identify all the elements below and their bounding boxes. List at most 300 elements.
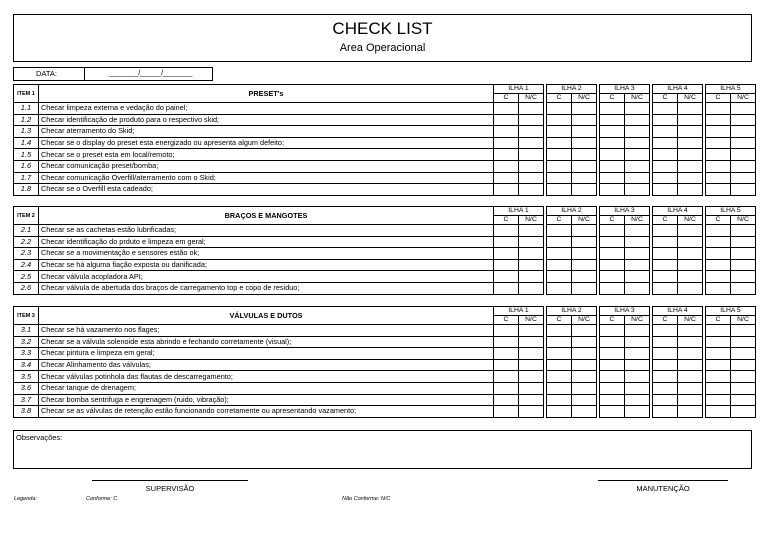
checkbox-conforme-ilha-3[interactable]: [600, 184, 625, 196]
row-description: Checar se há alguma fiação exposta ou danificada;: [39, 259, 494, 271]
observations-label: Observações:: [16, 433, 63, 442]
checkbox-nao-conforme-ilha-1[interactable]: [519, 103, 544, 115]
checkbox-conforme-ilha-5[interactable]: [706, 184, 731, 196]
date-input[interactable]: _______/_____/_______: [109, 68, 193, 77]
row-number: 1.4: [14, 137, 39, 149]
checkbox-conforme-ilha-4[interactable]: [653, 248, 678, 260]
checkbox-nao-conforme-ilha-3[interactable]: [625, 236, 650, 248]
checkbox-nao-conforme-ilha-1[interactable]: [519, 259, 544, 271]
checkbox-nao-conforme-ilha-1[interactable]: [519, 359, 544, 371]
checkbox-nao-conforme-ilha-5[interactable]: [731, 184, 756, 196]
checkbox-nao-conforme-ilha-3[interactable]: [625, 137, 650, 149]
checkbox-nao-conforme-ilha-3[interactable]: [625, 126, 650, 138]
checkbox-conforme-ilha-2[interactable]: [547, 325, 572, 337]
checkbox-conforme-ilha-1[interactable]: [494, 103, 519, 115]
checkbox-conforme-ilha-2[interactable]: [547, 248, 572, 260]
section-title: BRAÇOS E MANGOTES: [39, 207, 494, 225]
row-number: 3.8: [14, 406, 39, 418]
row-description: Checar se a movimentação e sensores estão ok;: [39, 248, 494, 260]
checkbox-nao-conforme-ilha-1[interactable]: [519, 137, 544, 149]
checkbox-conforme-ilha-2[interactable]: [547, 394, 572, 406]
checkbox-nao-conforme-ilha-3[interactable]: [625, 271, 650, 283]
checkbox-nao-conforme-ilha-4[interactable]: [678, 282, 703, 294]
checkbox-conforme-ilha-3[interactable]: [600, 348, 625, 360]
checkbox-conforme-ilha-2[interactable]: [547, 371, 572, 383]
checkbox-conforme-ilha-2[interactable]: [547, 103, 572, 115]
row-description: Checar bomba sentrifuga e engrenagem (ruido, vibração);: [39, 394, 494, 406]
checkbox-nao-conforme-ilha-4[interactable]: [678, 114, 703, 126]
checkbox-conforme-ilha-2[interactable]: [547, 137, 572, 149]
checkbox-nao-conforme-ilha-4[interactable]: [678, 184, 703, 196]
checkbox-conforme-ilha-3[interactable]: [600, 271, 625, 283]
checkbox-conforme-ilha-5[interactable]: [706, 149, 731, 161]
nao-conforme-header: N/C: [731, 94, 756, 103]
row-number: 3.1: [14, 325, 39, 337]
checkbox-nao-conforme-ilha-5[interactable]: [731, 248, 756, 260]
checkbox-conforme-ilha-1[interactable]: [494, 126, 519, 138]
row-description: Checar se a válvula solenoide esta abrindo e fechando corretamente (visual);: [39, 336, 494, 348]
row-number: 3.6: [14, 382, 39, 394]
checkbox-nao-conforme-ilha-2[interactable]: [572, 325, 597, 337]
checkbox-conforme-ilha-5[interactable]: [706, 325, 731, 337]
checkbox-conforme-ilha-4[interactable]: [653, 382, 678, 394]
checkbox-nao-conforme-ilha-3[interactable]: [625, 325, 650, 337]
checkbox-conforme-ilha-2[interactable]: [547, 225, 572, 237]
checkbox-conforme-ilha-2[interactable]: [547, 160, 572, 172]
checklist-row: [14, 336, 756, 348]
checkbox-conforme-ilha-3[interactable]: [600, 126, 625, 138]
checklist-row: [14, 271, 756, 283]
checkbox-conforme-ilha-1[interactable]: [494, 406, 519, 418]
checkbox-nao-conforme-ilha-3[interactable]: [625, 149, 650, 161]
row-description: Checar se o preset esta em local/remoto;: [39, 149, 494, 161]
checkbox-nao-conforme-ilha-2[interactable]: [572, 336, 597, 348]
checkbox-conforme-ilha-2[interactable]: [547, 382, 572, 394]
checkbox-nao-conforme-ilha-2[interactable]: [572, 406, 597, 418]
checkbox-nao-conforme-ilha-5[interactable]: [731, 282, 756, 294]
checkbox-conforme-ilha-1[interactable]: [494, 149, 519, 161]
checkbox-nao-conforme-ilha-5[interactable]: [731, 114, 756, 126]
checkbox-nao-conforme-ilha-5[interactable]: [731, 172, 756, 184]
checkbox-conforme-ilha-3[interactable]: [600, 371, 625, 383]
checkbox-nao-conforme-ilha-4[interactable]: [678, 336, 703, 348]
checkbox-nao-conforme-ilha-5[interactable]: [731, 406, 756, 418]
checkbox-conforme-ilha-1[interactable]: [494, 248, 519, 260]
checklist-row: [14, 394, 756, 406]
checkbox-nao-conforme-ilha-4[interactable]: [678, 348, 703, 360]
title-box: [13, 14, 752, 62]
checkbox-nao-conforme-ilha-1[interactable]: [519, 271, 544, 283]
checkbox-conforme-ilha-4[interactable]: [653, 406, 678, 418]
checkbox-nao-conforme-ilha-4[interactable]: [678, 149, 703, 161]
checkbox-conforme-ilha-2[interactable]: [547, 271, 572, 283]
checkbox-nao-conforme-ilha-2[interactable]: [572, 248, 597, 260]
checklist-row: [14, 103, 756, 115]
section-header-row: [14, 307, 756, 316]
checkbox-conforme-ilha-2[interactable]: [547, 348, 572, 360]
row-number: 1.7: [14, 172, 39, 184]
checkbox-nao-conforme-ilha-3[interactable]: [625, 371, 650, 383]
checkbox-conforme-ilha-3[interactable]: [600, 406, 625, 418]
checkbox-nao-conforme-ilha-5[interactable]: [731, 103, 756, 115]
checkbox-nao-conforme-ilha-3[interactable]: [625, 172, 650, 184]
checkbox-conforme-ilha-4[interactable]: [653, 137, 678, 149]
checkbox-nao-conforme-ilha-5[interactable]: [731, 325, 756, 337]
checklist-row: [14, 248, 756, 260]
checkbox-conforme-ilha-4[interactable]: [653, 282, 678, 294]
checkbox-conforme-ilha-4[interactable]: [653, 359, 678, 371]
checkbox-nao-conforme-ilha-2[interactable]: [572, 114, 597, 126]
conforme-header: C: [547, 216, 572, 225]
checkbox-conforme-ilha-5[interactable]: [706, 114, 731, 126]
checkbox-conforme-ilha-5[interactable]: [706, 406, 731, 418]
nao-conforme-header: N/C: [625, 216, 650, 225]
checklist-row: [14, 371, 756, 383]
checkbox-conforme-ilha-5[interactable]: [706, 172, 731, 184]
checkbox-conforme-ilha-1[interactable]: [494, 371, 519, 383]
checkbox-conforme-ilha-3[interactable]: [600, 382, 625, 394]
checkbox-conforme-ilha-3[interactable]: [600, 160, 625, 172]
checkbox-conforme-ilha-5[interactable]: [706, 382, 731, 394]
checkbox-conforme-ilha-5[interactable]: [706, 259, 731, 271]
checkbox-nao-conforme-ilha-4[interactable]: [678, 172, 703, 184]
checkbox-conforme-ilha-2[interactable]: [547, 359, 572, 371]
checkbox-conforme-ilha-5[interactable]: [706, 348, 731, 360]
checkbox-conforme-ilha-4[interactable]: [653, 348, 678, 360]
ilha-header-2: ILHA 2: [547, 207, 597, 216]
checkbox-conforme-ilha-1[interactable]: [494, 259, 519, 271]
checkbox-nao-conforme-ilha-2[interactable]: [572, 172, 597, 184]
conforme-header: C: [653, 316, 678, 325]
checkbox-nao-conforme-ilha-2[interactable]: [572, 259, 597, 271]
checkbox-conforme-ilha-3[interactable]: [600, 259, 625, 271]
nao-conforme-header: N/C: [678, 216, 703, 225]
checkbox-nao-conforme-ilha-1[interactable]: [519, 126, 544, 138]
checkbox-nao-conforme-ilha-2[interactable]: [572, 184, 597, 196]
checkbox-nao-conforme-ilha-4[interactable]: [678, 371, 703, 383]
row-description: Checar válvulas potinhola das flautas de descarregamento;: [39, 371, 494, 383]
checkbox-conforme-ilha-5[interactable]: [706, 236, 731, 248]
checkbox-conforme-ilha-2[interactable]: [547, 236, 572, 248]
checkbox-nao-conforme-ilha-2[interactable]: [572, 359, 597, 371]
checkbox-conforme-ilha-1[interactable]: [494, 225, 519, 237]
checkbox-nao-conforme-ilha-2[interactable]: [572, 137, 597, 149]
checkbox-nao-conforme-ilha-5[interactable]: [731, 336, 756, 348]
checklist-row: [14, 359, 756, 371]
maintenance-signature-line[interactable]: [598, 480, 728, 481]
checkbox-conforme-ilha-5[interactable]: [706, 271, 731, 283]
checkbox-nao-conforme-ilha-4[interactable]: [678, 103, 703, 115]
row-description: Checar tanque de drenagem;: [39, 382, 494, 394]
checkbox-conforme-ilha-3[interactable]: [600, 137, 625, 149]
checkbox-conforme-ilha-4[interactable]: [653, 325, 678, 337]
ilha-header-4: ILHA 4: [653, 85, 703, 94]
row-description: Checar Alinhamento das válvulas;: [39, 359, 494, 371]
checkbox-nao-conforme-ilha-1[interactable]: [519, 371, 544, 383]
checkbox-nao-conforme-ilha-4[interactable]: [678, 259, 703, 271]
checkbox-nao-conforme-ilha-3[interactable]: [625, 336, 650, 348]
checkbox-nao-conforme-ilha-3[interactable]: [625, 394, 650, 406]
checkbox-nao-conforme-ilha-3[interactable]: [625, 160, 650, 172]
conforme-header: C: [494, 316, 519, 325]
legend-label: Legenda:: [14, 496, 37, 502]
checkbox-conforme-ilha-2[interactable]: [547, 114, 572, 126]
checkbox-nao-conforme-ilha-1[interactable]: [519, 184, 544, 196]
checkbox-nao-conforme-ilha-2[interactable]: [572, 236, 597, 248]
checkbox-nao-conforme-ilha-4[interactable]: [678, 236, 703, 248]
checkbox-nao-conforme-ilha-3[interactable]: [625, 259, 650, 271]
checkbox-nao-conforme-ilha-3[interactable]: [625, 103, 650, 115]
checkbox-conforme-ilha-2[interactable]: [547, 406, 572, 418]
checkbox-nao-conforme-ilha-5[interactable]: [731, 271, 756, 283]
checkbox-nao-conforme-ilha-2[interactable]: [572, 160, 597, 172]
supervision-signature-line[interactable]: [92, 480, 248, 481]
row-number: 3.2: [14, 336, 39, 348]
conforme-header: C: [494, 94, 519, 103]
checkbox-nao-conforme-ilha-3[interactable]: [625, 348, 650, 360]
checkbox-nao-conforme-ilha-3[interactable]: [625, 282, 650, 294]
conforme-header: C: [706, 94, 731, 103]
checkbox-conforme-ilha-2[interactable]: [547, 259, 572, 271]
checkbox-conforme-ilha-2[interactable]: [547, 282, 572, 294]
ilha-header-4: ILHA 4: [653, 307, 703, 316]
checkbox-nao-conforme-ilha-1[interactable]: [519, 394, 544, 406]
section-title: VÁLVULAS E DUTOS: [39, 307, 494, 325]
row-description: Checar comunicação preset/bomba;: [39, 160, 494, 172]
ilha-header-5: ILHA 5: [706, 85, 756, 94]
checkbox-nao-conforme-ilha-5[interactable]: [731, 236, 756, 248]
checkbox-nao-conforme-ilha-1[interactable]: [519, 382, 544, 394]
checkbox-nao-conforme-ilha-5[interactable]: [731, 225, 756, 237]
checkbox-conforme-ilha-4[interactable]: [653, 160, 678, 172]
checkbox-nao-conforme-ilha-2[interactable]: [572, 282, 597, 294]
conforme-header: C: [653, 216, 678, 225]
checkbox-conforme-ilha-1[interactable]: [494, 325, 519, 337]
checkbox-conforme-ilha-3[interactable]: [600, 172, 625, 184]
checkbox-conforme-ilha-3[interactable]: [600, 336, 625, 348]
checkbox-nao-conforme-ilha-2[interactable]: [572, 225, 597, 237]
nao-conforme-header: N/C: [572, 216, 597, 225]
checkbox-nao-conforme-ilha-2[interactable]: [572, 271, 597, 283]
checkbox-nao-conforme-ilha-1[interactable]: [519, 325, 544, 337]
checkbox-nao-conforme-ilha-4[interactable]: [678, 359, 703, 371]
checkbox-nao-conforme-ilha-1[interactable]: [519, 225, 544, 237]
checkbox-conforme-ilha-4[interactable]: [653, 371, 678, 383]
checkbox-nao-conforme-ilha-3[interactable]: [625, 114, 650, 126]
checkbox-conforme-ilha-3[interactable]: [600, 225, 625, 237]
checkbox-conforme-ilha-1[interactable]: [494, 271, 519, 283]
checkbox-nao-conforme-ilha-5[interactable]: [731, 359, 756, 371]
checkbox-conforme-ilha-5[interactable]: [706, 126, 731, 138]
checkbox-conforme-ilha-5[interactable]: [706, 359, 731, 371]
checkbox-conforme-ilha-4[interactable]: [653, 114, 678, 126]
checkbox-conforme-ilha-5[interactable]: [706, 336, 731, 348]
row-description: Checar se as cachetas estão lubrificadas;: [39, 225, 494, 237]
checkbox-conforme-ilha-4[interactable]: [653, 149, 678, 161]
checkbox-nao-conforme-ilha-5[interactable]: [731, 371, 756, 383]
checkbox-nao-conforme-ilha-2[interactable]: [572, 103, 597, 115]
checkbox-conforme-ilha-2[interactable]: [547, 172, 572, 184]
checkbox-conforme-ilha-1[interactable]: [494, 184, 519, 196]
checkbox-nao-conforme-ilha-3[interactable]: [625, 359, 650, 371]
row-description: Checar limpeza externa e vedação do painel;: [39, 103, 494, 115]
checkbox-nao-conforme-ilha-1[interactable]: [519, 348, 544, 360]
checkbox-nao-conforme-ilha-3[interactable]: [625, 225, 650, 237]
checkbox-conforme-ilha-2[interactable]: [547, 126, 572, 138]
checkbox-conforme-ilha-3[interactable]: [600, 394, 625, 406]
checkbox-nao-conforme-ilha-1[interactable]: [519, 160, 544, 172]
checkbox-conforme-ilha-4[interactable]: [653, 225, 678, 237]
checkbox-nao-conforme-ilha-4[interactable]: [678, 382, 703, 394]
row-number: 1.2: [14, 114, 39, 126]
checkbox-conforme-ilha-3[interactable]: [600, 359, 625, 371]
checkbox-nao-conforme-ilha-1[interactable]: [519, 248, 544, 260]
supervision-label: SUPERVISÃO: [145, 484, 195, 493]
checkbox-nao-conforme-ilha-1[interactable]: [519, 336, 544, 348]
checkbox-nao-conforme-ilha-1[interactable]: [519, 406, 544, 418]
row-number: 1.1: [14, 103, 39, 115]
checkbox-nao-conforme-ilha-3[interactable]: [625, 382, 650, 394]
row-description: Checar se o display do preset esta energizado ou apresenta algum defeito;: [39, 137, 494, 149]
row-number: 3.3: [14, 348, 39, 360]
checkbox-nao-conforme-ilha-2[interactable]: [572, 126, 597, 138]
checkbox-conforme-ilha-3[interactable]: [600, 248, 625, 260]
checkbox-conforme-ilha-1[interactable]: [494, 336, 519, 348]
checkbox-conforme-ilha-4[interactable]: [653, 172, 678, 184]
checkbox-nao-conforme-ilha-1[interactable]: [519, 149, 544, 161]
nao-conforme-header: N/C: [625, 94, 650, 103]
checkbox-nao-conforme-ilha-3[interactable]: [625, 406, 650, 418]
checkbox-nao-conforme-ilha-4[interactable]: [678, 248, 703, 260]
nao-conforme-header: N/C: [731, 316, 756, 325]
checkbox-conforme-ilha-1[interactable]: [494, 137, 519, 149]
checkbox-conforme-ilha-5[interactable]: [706, 371, 731, 383]
checkbox-conforme-ilha-2[interactable]: [547, 336, 572, 348]
checkbox-nao-conforme-ilha-1[interactable]: [519, 236, 544, 248]
checkbox-conforme-ilha-5[interactable]: [706, 160, 731, 172]
checkbox-conforme-ilha-5[interactable]: [706, 103, 731, 115]
checkbox-conforme-ilha-2[interactable]: [547, 184, 572, 196]
checkbox-conforme-ilha-4[interactable]: [653, 259, 678, 271]
checkbox-nao-conforme-ilha-4[interactable]: [678, 406, 703, 418]
checkbox-nao-conforme-ilha-5[interactable]: [731, 137, 756, 149]
checkbox-conforme-ilha-1[interactable]: [494, 160, 519, 172]
checkbox-conforme-ilha-1[interactable]: [494, 359, 519, 371]
checkbox-nao-conforme-ilha-5[interactable]: [731, 259, 756, 271]
checkbox-nao-conforme-ilha-4[interactable]: [678, 271, 703, 283]
checkbox-nao-conforme-ilha-4[interactable]: [678, 126, 703, 138]
row-number: 3.4: [14, 359, 39, 371]
checkbox-nao-conforme-ilha-1[interactable]: [519, 114, 544, 126]
conforme-header: C: [494, 216, 519, 225]
checkbox-nao-conforme-ilha-4[interactable]: [678, 225, 703, 237]
checkbox-nao-conforme-ilha-3[interactable]: [625, 248, 650, 260]
checkbox-nao-conforme-ilha-4[interactable]: [678, 160, 703, 172]
checkbox-nao-conforme-ilha-2[interactable]: [572, 394, 597, 406]
row-description: Checar se as válvulas de retenção estão funcionando corretamente ou apresentando vazamento;: [39, 406, 494, 418]
checkbox-conforme-ilha-1[interactable]: [494, 282, 519, 294]
checkbox-conforme-ilha-3[interactable]: [600, 114, 625, 126]
nao-conforme-header: N/C: [519, 216, 544, 225]
checkbox-nao-conforme-ilha-5[interactable]: [731, 394, 756, 406]
checkbox-conforme-ilha-5[interactable]: [706, 394, 731, 406]
checkbox-conforme-ilha-4[interactable]: [653, 126, 678, 138]
nao-conforme-header: N/C: [678, 316, 703, 325]
checkbox-nao-conforme-ilha-5[interactable]: [731, 348, 756, 360]
nao-conforme-header: N/C: [625, 316, 650, 325]
checkbox-conforme-ilha-3[interactable]: [600, 236, 625, 248]
row-number: 2.1: [14, 225, 39, 237]
checkbox-conforme-ilha-1[interactable]: [494, 114, 519, 126]
checkbox-nao-conforme-ilha-5[interactable]: [731, 382, 756, 394]
checkbox-conforme-ilha-5[interactable]: [706, 248, 731, 260]
checklist-row: [14, 282, 756, 294]
checkbox-nao-conforme-ilha-5[interactable]: [731, 160, 756, 172]
checkbox-conforme-ilha-4[interactable]: [653, 336, 678, 348]
ilha-header-4: ILHA 4: [653, 207, 703, 216]
checkbox-nao-conforme-ilha-5[interactable]: [731, 126, 756, 138]
checkbox-nao-conforme-ilha-4[interactable]: [678, 394, 703, 406]
nao-conforme-header: N/C: [572, 94, 597, 103]
ilha-header-3: ILHA 3: [600, 85, 650, 94]
checkbox-nao-conforme-ilha-4[interactable]: [678, 137, 703, 149]
checkbox-nao-conforme-ilha-2[interactable]: [572, 382, 597, 394]
row-number: 1.5: [14, 149, 39, 161]
checkbox-nao-conforme-ilha-1[interactable]: [519, 172, 544, 184]
checkbox-conforme-ilha-1[interactable]: [494, 172, 519, 184]
checkbox-nao-conforme-ilha-2[interactable]: [572, 348, 597, 360]
checkbox-nao-conforme-ilha-3[interactable]: [625, 184, 650, 196]
checkbox-nao-conforme-ilha-2[interactable]: [572, 371, 597, 383]
checkbox-conforme-ilha-1[interactable]: [494, 348, 519, 360]
checkbox-conforme-ilha-4[interactable]: [653, 236, 678, 248]
ilha-header-1: ILHA 1: [494, 85, 544, 94]
checkbox-conforme-ilha-4[interactable]: [653, 184, 678, 196]
checkbox-nao-conforme-ilha-2[interactable]: [572, 149, 597, 161]
checkbox-conforme-ilha-1[interactable]: [494, 394, 519, 406]
checkbox-conforme-ilha-1[interactable]: [494, 382, 519, 394]
ilha-header-2: ILHA 2: [547, 307, 597, 316]
checkbox-nao-conforme-ilha-4[interactable]: [678, 325, 703, 337]
checkbox-conforme-ilha-4[interactable]: [653, 271, 678, 283]
checkbox-conforme-ilha-4[interactable]: [653, 394, 678, 406]
row-description: Checar comunicação Overfill/aterramento com o Skid;: [39, 172, 494, 184]
checkbox-conforme-ilha-3[interactable]: [600, 282, 625, 294]
checkbox-conforme-ilha-5[interactable]: [706, 225, 731, 237]
checkbox-nao-conforme-ilha-1[interactable]: [519, 282, 544, 294]
row-number: 1.3: [14, 126, 39, 138]
ilha-header-5: ILHA 5: [706, 207, 756, 216]
nao-conforme-header: N/C: [678, 94, 703, 103]
conforme-header: C: [600, 216, 625, 225]
checklist-row: [14, 348, 756, 360]
checkbox-conforme-ilha-4[interactable]: [653, 103, 678, 115]
checkbox-conforme-ilha-3[interactable]: [600, 149, 625, 161]
observations-box[interactable]: [13, 430, 752, 469]
conforme-header: C: [600, 316, 625, 325]
checkbox-conforme-ilha-3[interactable]: [600, 103, 625, 115]
checkbox-conforme-ilha-2[interactable]: [547, 149, 572, 161]
checkbox-conforme-ilha-5[interactable]: [706, 282, 731, 294]
checkbox-conforme-ilha-3[interactable]: [600, 325, 625, 337]
checkbox-conforme-ilha-1[interactable]: [494, 236, 519, 248]
checkbox-nao-conforme-ilha-5[interactable]: [731, 149, 756, 161]
row-description: Checar pintura e limpeza em geral;: [39, 348, 494, 360]
row-description: Checar se o Overfill esta cadeado;: [39, 184, 494, 196]
date-field[interactable]: [13, 67, 213, 81]
checklist-row: [14, 184, 756, 196]
checkbox-conforme-ilha-5[interactable]: [706, 137, 731, 149]
